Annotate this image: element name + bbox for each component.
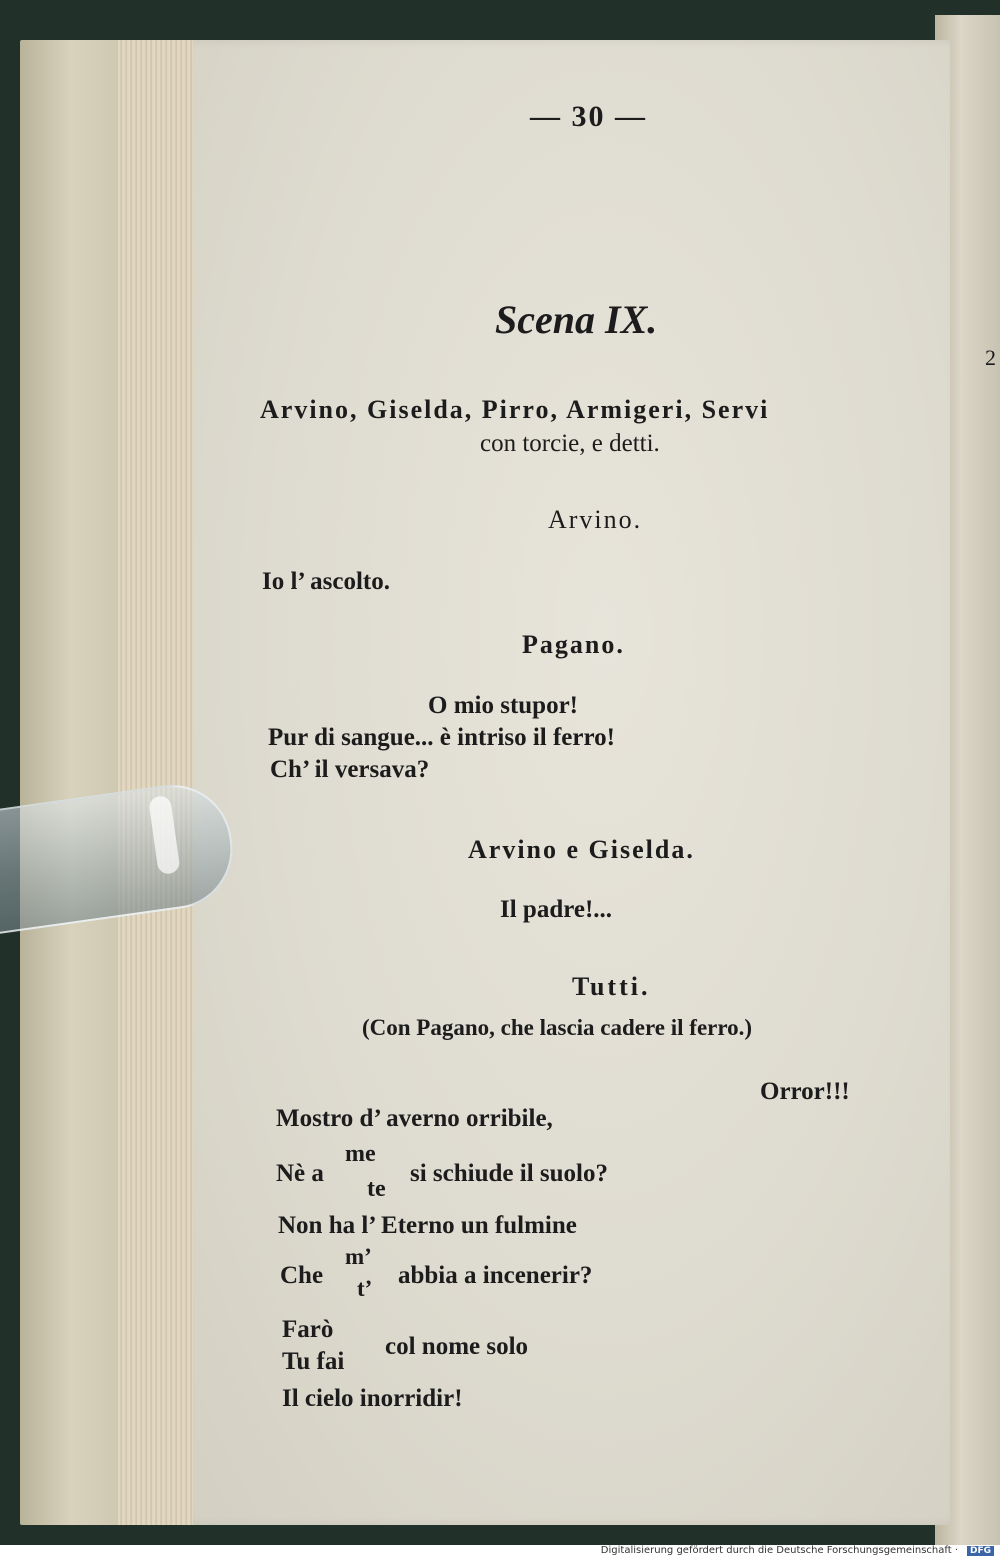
verse-line: col nome solo [385,1333,529,1360]
verse-alternate-top: m’ [345,1244,372,1269]
stage-direction: (Con Pagano, che lascia cadere il ferro.) [362,1015,753,1040]
scene-title: Scena IX. [495,297,658,342]
page-stack-edge [118,40,193,1525]
verse-line: si schiude il suolo? [410,1160,608,1187]
page-number: — 30 — [530,100,647,133]
verse-prefix: Che [280,1262,324,1289]
verse-line: Mostro d’ averno orribile, [276,1105,553,1132]
verse-line: Pur di sangue... è intriso il ferro! [268,724,615,751]
funding-credit: Digitalisierung gefördert durch die Deutsche Forschungsgemeinschaft · [600,1545,958,1556]
verse-line: abbia a incenerir? [398,1262,593,1289]
verse-line: Il cielo inorridir! [282,1385,463,1412]
verse-line: Orror!!! [760,1078,850,1105]
verse-alternate-bottom: te [367,1176,386,1202]
cast-list-line-2: con torcie, e detti. [480,430,660,457]
verse-line: Il padre!... [500,896,613,923]
verse-alternate-bottom: t’ [357,1276,373,1301]
cast-list-line-1: Arvino, Giselda, Pirro, Armigeri, Servi [260,395,770,424]
speaker-arvino: Arvino. [548,505,643,534]
verse-line: O mio stupor! [428,692,578,719]
facing-page-fragment: 2 [985,345,996,370]
verse-alternate-top: me [345,1141,376,1167]
speaker-arvino-giselda: Arvino e Giselda. [468,835,695,864]
verse-line: Non ha l’ Eterno un fulmine [278,1212,577,1239]
speaker-tutti: Tutti. [572,972,651,1001]
verse-prefix: Nè a [276,1160,324,1187]
verse-alternate-bottom: Tu fai [282,1348,345,1375]
verse-line: Ch’ il versava? [270,756,430,783]
digitization-footer [0,1545,1000,1560]
clamp-highlight [148,795,181,875]
speaker-pagano: Pagano. [522,630,625,659]
verse-line: Io l’ ascolto. [262,568,390,595]
dfg-logo: DFG [967,1546,994,1556]
verse-alternate-top: Farò [282,1316,334,1343]
